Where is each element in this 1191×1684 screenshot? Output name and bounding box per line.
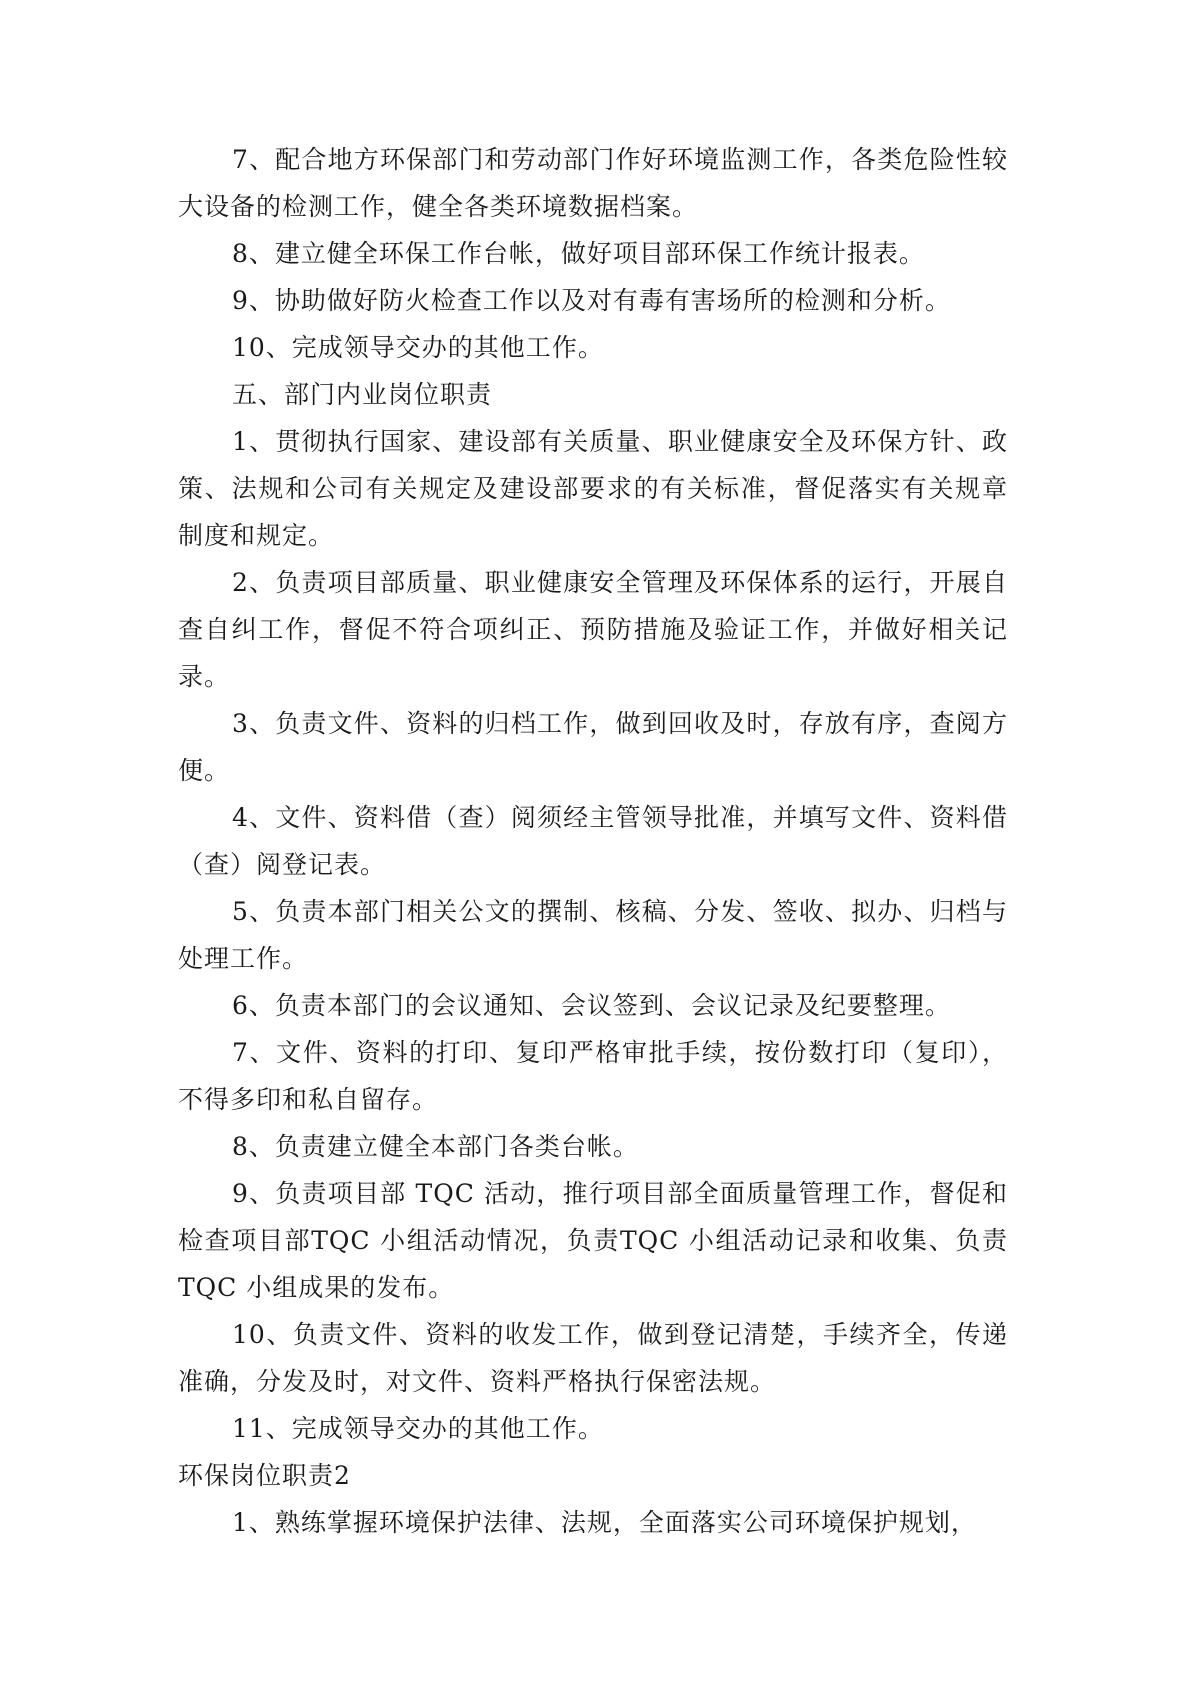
section-heading-internal-duties: 五、部门内业岗位职责 <box>232 380 493 409</box>
paragraph-item-4-document-lending: 4、文件、资料借（查）阅须经主管领导批准，并填写文件、资料借（查）阅登记表。 <box>178 803 1008 879</box>
paragraph-item-1-policies: 1、贯彻执行国家、建设部有关质量、职业健康安全及环保方针、政策、法规和公司有关规定及建设部要求的有关标准，督促落实有关规章制度和规定。 <box>178 427 1008 550</box>
paragraph-item-10-other-tasks: 10、完成领导交办的其他工作。 <box>232 333 604 362</box>
paragraph-item-9-tqc: 9、负责项目部 TQC 活动，推行项目部全面质量管理工作，督促和检查项目部TQC 小组活动情况，负责TQC 小组活动记录和收集、负责 TQC 小组成果的发布。 <box>178 1179 1008 1302</box>
paragraph-item-3-archiving: 3、负责文件、资料的归档工作，做到回收及时，存放有序，查阅方便。 <box>178 709 1008 785</box>
paragraph-item-8-ledgers: 8、负责建立健全本部门各类台帐。 <box>232 1132 639 1161</box>
paragraph-item-1-env-laws: 1、熟练掌握环境保护法律、法规，全面落实公司环境保护规划， <box>232 1508 977 1537</box>
paragraph-item-7-printing: 7、文件、资料的打印、复印严格审批手续，按份数打印（复印），不得多印和私自留存。 <box>178 1038 1008 1114</box>
paragraph-item-10-document-dispatch: 10、负责文件、资料的收发工作，做到登记清楚，手续齐全，传递准确，分发及时，对文件、资料严格执行保密法规。 <box>178 1320 1008 1396</box>
paragraph-item-5-official-docs: 5、负责本部门相关公文的撰制、核稿、分发、签收、拟办、归档与处理工作。 <box>178 897 1008 973</box>
paragraph-item-9-fire-inspection: 9、协助做好防火检查工作以及对有毒有害场所的检测和分析。 <box>232 286 951 315</box>
document-body <box>178 136 1008 1546</box>
paragraph-item-6-meetings: 6、负责本部门的会议通知、会议签到、会议记录及纪要整理。 <box>232 991 951 1020</box>
paragraph-item-11-other-tasks: 11、完成领导交办的其他工作。 <box>232 1414 604 1443</box>
section-title-env-duties-2: 环保岗位职责2 <box>178 1461 351 1490</box>
paragraph-item-7-env-monitoring: 7、配合地方环保部门和劳动部门作好环境监测工作，各类危险性较大设备的检测工作，健全各类环境数据档案。 <box>178 145 1008 221</box>
paragraph-item-2-system-operation: 2、负责项目部质量、职业健康安全管理及环保体系的运行，开展自查自纠工作，督促不符合项纠正、预防措施及验证工作，并做好相关记录。 <box>178 568 1008 691</box>
paragraph-item-8-env-ledger: 8、建立健全环保工作台帐，做好项目部环保工作统计报表。 <box>232 239 925 268</box>
